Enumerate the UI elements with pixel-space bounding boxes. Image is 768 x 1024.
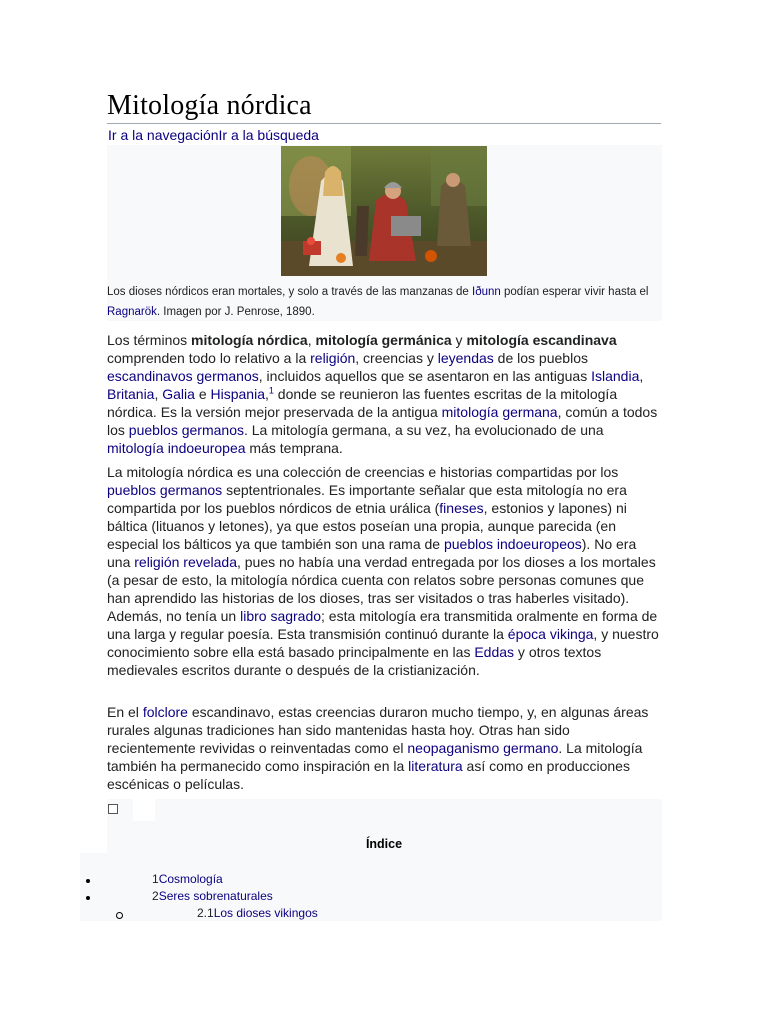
hispania-link[interactable]: Hispania [210,386,265,402]
leyendas-link[interactable]: leyendas [437,350,494,366]
toc-list-margin [80,853,107,921]
islandia-link[interactable]: Islandia [591,368,640,384]
bullet-icon [86,896,90,900]
idunn-painting-image[interactable] [281,146,487,276]
toc-title: Índice [365,837,403,851]
britania-link[interactable]: Britania [107,386,155,402]
pueblos-germanos-link-2[interactable]: pueblos germanos [107,482,223,498]
figure-caption: Los dioses nórdicos eran mortales, y solo a través de las manzanas de Iðunn podían esperar vivir hasta el Ragnarök. Imagen por J. Penrose, 1890. [107,286,649,318]
eddas-link[interactable]: Eddas [474,644,515,660]
epoca-vikinga-link[interactable]: época vikinga [507,626,594,642]
toc-item[interactable]: 1Cosmología [152,872,223,886]
toc-link-cosmologia[interactable]: Cosmología [158,872,223,886]
bullet-icon [86,879,90,883]
toc-subitem[interactable]: 2.1Los dioses vikingos [197,906,318,920]
intro-paragraph: Los términos mitología nórdica, mitología germánica y mitología escandinava comprenden todo lo relativo a la religión, creencias y leyendas de los pueblos escandinavos germanos, incluidos aquellos que se asentaron en las antiguas Islandia, Britania, Galia e Hispania,$^1$ donde se reunieron las fuentes escritas de la mitología nórdica. Es la versión mejor preservada de la antigua mitología germana, común a todos los pueblos germanos. La mitología germana, a su vez, ha evolucionado de una mitología indoeuropea más temprana. [107,332,658,456]
toc-item[interactable]: 2Seres sobrenaturales [152,889,273,903]
jump-to-search-link[interactable]: Ir a la búsqueda [218,127,319,143]
title-divider [107,123,661,124]
literatura-link[interactable]: literatura [408,758,463,774]
toc-header-gap [133,799,155,821]
ragnarok-link[interactable]: Ragnarök [107,306,157,318]
pueblos-indoeuropeos-link[interactable]: pueblos indoeuropeos [443,536,582,552]
toc-toggle-checkbox[interactable] [108,804,118,814]
folclore-link[interactable]: folclore [142,704,188,720]
mitologia-indoeuropea-link[interactable]: mitología indoeuropea [107,440,246,456]
neopaganismo-germano-link[interactable]: neopaganismo germano [407,740,559,756]
religion-revelada-link[interactable]: religión revelada [134,554,237,570]
libro-sagrado-link[interactable]: libro sagrado [240,608,322,624]
toc-link-seres-sobrenaturales[interactable]: Seres sobrenaturales [158,889,273,903]
pueblos-germanos-link[interactable]: pueblos germanos [128,422,244,438]
second-paragraph: La mitología nórdica es una colección de creencias e historias compartidas por los pueblos germanos septentrionales. Es importante señalar que esta mitología no era compartida por los pueblos nórdicos de etnia urálica (fineses, estonios y lapones) ni báltica (lituanos y letones), ya que estos poseían una propia, aunque parecida (en especial los bálticos ya que también son una rama de pueblos indoeuropeos). No era una religión revelada, pues no había una verdad entregada por los dioses a los mortales (a pesar de esto, la mitología nórdica cuenta con relatos sobre personas comunes que han aprendido las historias de los dioses, tras ser visitados o tras haberles visitado). Además, no tenía un libro sagrado; esta mitología era transmitida oralmente en forma de una larga y regular poesía. Esta transmisión continuó durante la época vikinga, y nuestro conocimiento sobre ella está basado principalmente en las Eddas y otros textos medievales escritos durante o después de la cristianización. [107,464,659,678]
reference-1-link[interactable]: 1 [268,385,274,396]
jump-to-navigation-link[interactable]: Ir a la navegación [108,127,219,143]
third-paragraph: En el folclore escandinavo, estas creencias duraron mucho tiempo, y, en algunas áreas rurales algunas tradiciones han sido mantenidas hasta hoy. Otras han sido recientemente revividas o reinventadas como el neopaganismo germano. La mitología también ha permanecido como inspiración en la literatura así como en producciones escénicas o películas. [107,704,649,792]
idunn-link[interactable]: Iðunn [472,286,501,298]
mitologia-germana-link[interactable]: mitología germana [441,404,558,420]
religion-link[interactable]: religión [310,350,356,366]
circle-bullet-icon [116,912,123,919]
galia-link[interactable]: Galia [162,386,195,402]
page-title: Mitología nórdica [107,90,312,121]
jump-links [108,127,319,143]
escandinavos-germanos-link[interactable]: escandinavos germanos [107,368,259,384]
fineses-link[interactable]: fineses [439,500,484,516]
toc-link-los-dioses-vikingos[interactable]: Los dioses vikingos [213,906,318,920]
